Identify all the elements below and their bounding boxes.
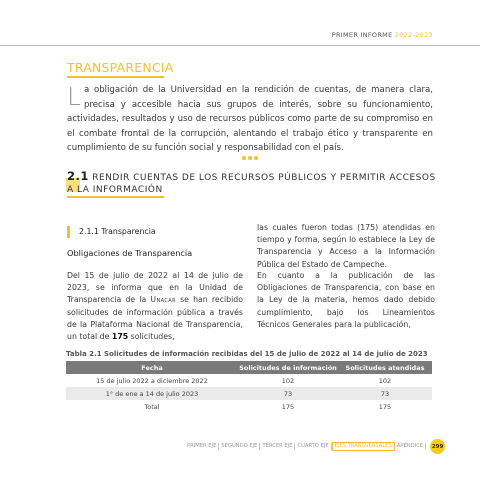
subsection-underline (67, 196, 164, 198)
body-right-paragraph-2: En cuanto a la publicación de las Obligaciones de Transparencia, con base en la Ley de la materia, hemos dado debido cumplimiento, bajo los Lineamientos Técnicos Generales para la publicación, (257, 271, 435, 329)
table-cell: 73 (283, 389, 293, 398)
footer-nav-segundo-eje[interactable]: SEGUNDO EJE (219, 443, 260, 450)
subsection-title-text: RENDIR CUENTAS DE LOS RECURSOS PÚBLICOS Y PERMITIR ACCESOS A LA INFORMACIÓN (67, 173, 436, 195)
table-row (66, 374, 432, 387)
table-cell: 102 (378, 376, 392, 385)
footer-nav-primer-eje[interactable]: PRIMER EJE (185, 443, 219, 450)
table-cell: 1° de ene a 14 de julio 2023 (105, 389, 199, 398)
table-caption: Tabla 2.1 Solicitudes de información recibidas del 15 de julio de 2022 al 14 de julio de 2023 (66, 350, 428, 358)
table-header-cell: Solicitudes de información (239, 363, 337, 372)
table-header-cell: Solicitudes atendidas (345, 363, 425, 372)
table-cell: 15 de julio 2022 a diciembre 2022 (96, 376, 208, 385)
table-header-row (66, 361, 432, 374)
total-requests: 175 (111, 332, 129, 342)
subheading-transparencia: 2.1.1 Transparencia (79, 227, 156, 236)
body-right-paragraph-1: las cuales fueron todas (175) atendidas en tiempo y forma, según lo establece la Ley de Transparencia y Acceso a la Información Pública del Estado de Campeche. (257, 223, 435, 269)
footer-nav-ejes-transversales[interactable]: EJES TRANSVERSALES (332, 442, 395, 451)
page-number-badge: 299 (430, 439, 445, 454)
table-row (66, 387, 432, 400)
table-cell: 102 (281, 376, 295, 385)
footer-nav-cuarto-eje[interactable]: CUARTO EJE (295, 443, 331, 450)
report-header-year: 2022-2023 (394, 31, 433, 39)
header-divider (0, 45, 480, 46)
body-left-paragraph: Del 15 de julio de 2022 al 14 de julio de 2023, se informa que en la Unidad de Transparencia de la Unacar se han recibido solicitudes de información pública a través de la Plataforma Nacional de Transparencia, un total de 175 solicitudes, (67, 271, 243, 342)
requests-table (66, 361, 432, 413)
intro-text: a obligación de la Universidad en la rendición de cuentas, de manera clara, precisa y accesible hacia sus grupos de interés, sobre su funcionamiento, actividades, resultados y uso de recursos públicos como parte de su compromiso en el combate frontal de la corrupción, alentando el trabajo ético y transparente en cumplimiento de su función social y responsabilidad con el país. (67, 85, 433, 154)
heading-marker-icon (67, 226, 70, 238)
section-title: TRANSPARENCIA (67, 60, 174, 75)
table-row-total (66, 400, 432, 413)
subheading-obligaciones: Obligaciones de Transparencia (67, 248, 193, 258)
subsection-title (67, 171, 437, 196)
report-header (332, 31, 433, 39)
table-cell: 175 (281, 402, 295, 411)
table-cell: 175 (378, 402, 392, 411)
subsection-number: 2.1 (67, 169, 89, 183)
table-cell: Total (144, 402, 160, 411)
report-header-text: PRIMER INFORME (331, 31, 395, 39)
footer-nav-apendice[interactable]: APÉNDICE (395, 443, 426, 450)
drop-cap: L (67, 82, 81, 111)
intro-paragraph (67, 83, 433, 156)
table-cell: 73 (380, 389, 390, 398)
unacar-name: Unacar (150, 295, 176, 305)
footer-nav (185, 439, 445, 454)
section-title-underline (67, 76, 164, 78)
table-header-cell: Fecha (141, 363, 163, 372)
ornament-dots-icon (242, 156, 258, 160)
footer-nav-tercer-eje[interactable]: TERCER EJE (260, 443, 295, 450)
